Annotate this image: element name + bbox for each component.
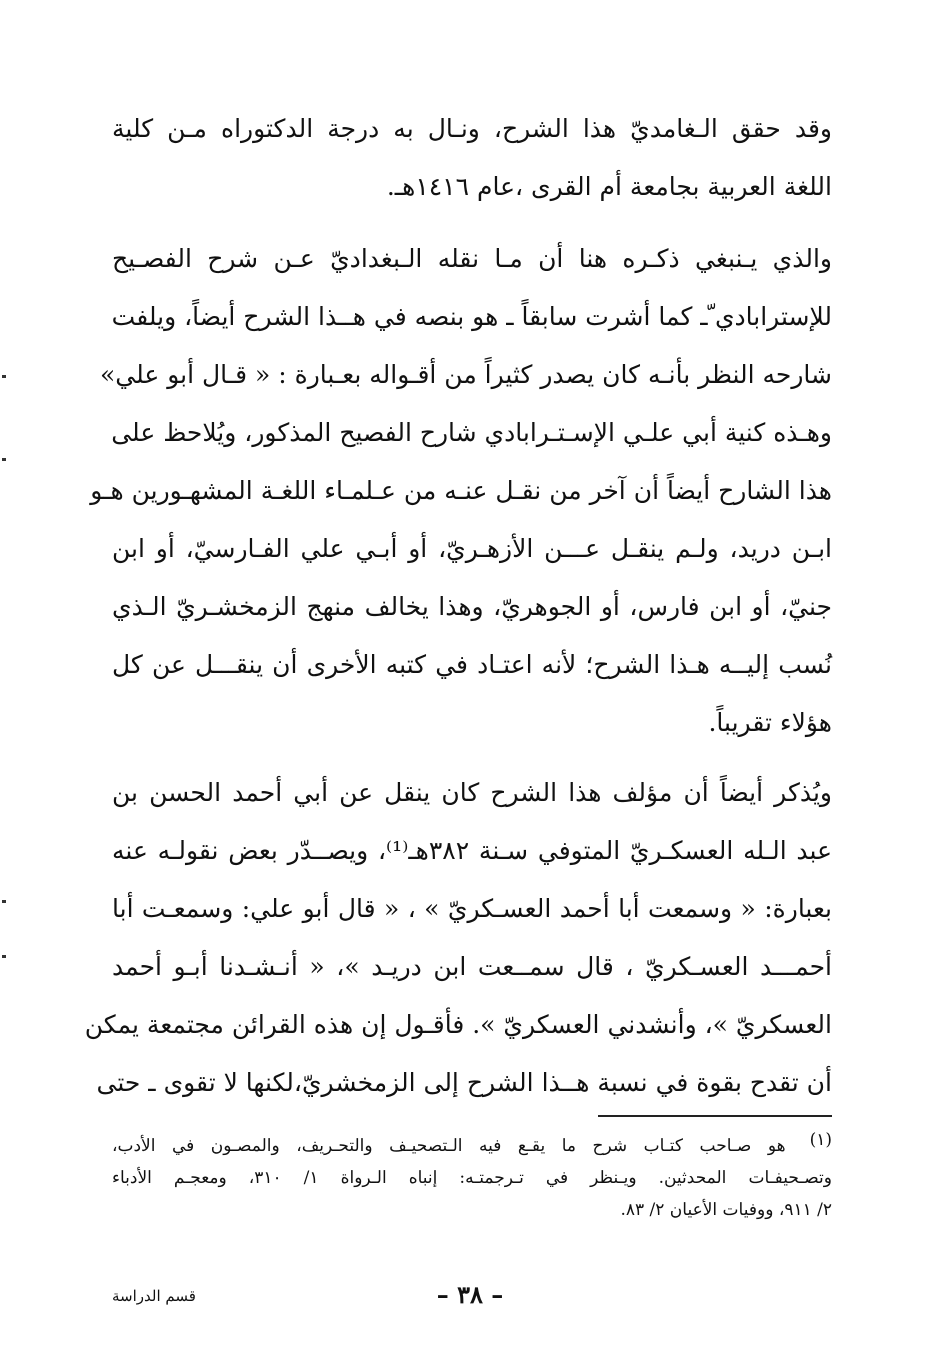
text-line: والذي يـنبغي ذكـره هنا أن مـا نقله الـبغداديّ عـن شرح الفصـيح [112,244,832,273]
footnote-line: هو صـاحب كتـاب شرح ما يقـع فيه الـتصحيـف والتحـريف، والمصـون في الأدب، [112,1136,786,1156]
text-line: ويُذكر أيضاً أن مؤلف هذا الشرح كان ينقل عن أبي أحمد الحسن بن [112,778,832,807]
text-line: للإسترابادي ّـ كما أشرت سابقاً ـ هو بنصه في هــذا الشرح أيضاً، ويلفت [111,302,832,331]
footnote-1 [112,1130,832,1162]
paragraph-2 [90,230,832,752]
scan-mark [2,458,6,461]
text-line: بعبارة: « وسمعت أبا أحمد العسـكريّ » ، « قال أبو علي: وسمعـت أبا [112,894,832,923]
text-line: شارحه النظر بأنـه كان يصدر كثيراً من أقـواله بعـبارة : « قـال أبو علي» [99,360,832,389]
footnotes [112,1130,832,1226]
text-line: اللغة العربية بجامعة أم القرى ،عام ١٤١٦هـ. [386,172,832,201]
text-line: جنيّ، أو ابن فارس، أو الجوهريّ، وهذا يخالف منهج الزمخشـريّ الـذي [112,592,832,621]
text-line: نُسب إليــه هـذا الشرح؛ لأنه اعتـاد في كتبه الأخرى أن ينقـــل عن كل [112,650,832,679]
paragraph-1 [112,100,832,216]
footnote-separator [598,1115,832,1117]
text-line: هذا الشارح أيضاً أن آخر من نقـل عنـه من عـلمـاء اللغـة المشهـورين هـو [90,476,832,505]
text-line: أن تقدح بقوة في نسبة هــذا الشرح إلى الزمخشريّ،لكنها لا تقوى ـ حتى [96,1068,832,1097]
text-line: وقد حقق الـغامديّ هذا الشرح، ونـال به درجة الدكتوراه مـن كلية [112,114,832,143]
paragraph-3 [84,764,832,1112]
section-label: قسم الدراسة [112,1287,196,1305]
text-line: هؤلاء تقريباً. [708,708,832,737]
scan-mark [2,375,6,378]
text-line: أحمـــد العسـكريّ ، قال سمــعت ابن دريـد »، « أنـشـدنا أبـو أحمد [112,952,832,981]
text-line: وهـذه كنية أبي علـي الإسـتـرابادي شارح الفصيح المذكور، ويُلاحظ على [111,418,832,447]
text-line: عبد الـله العسكـريّ المتوفي سـنة ٣٨٢هـ⁽¹⁾، ويصــدّر بعض نقولـه عنه [112,836,832,865]
footnote-line: وتصـحيفـات المحدثين. ويـنظر في تـرجمتـه: إنباه الـرواة ١/ ٣١٠، ومعجـم الأدباء [112,1168,832,1188]
page-number: – ٣٨ – [436,1280,504,1309]
text-line: ابـن دريد، ولـم ينقـل عـــن الأزهـريّ، أو أبـي علي الفـارسيّ، أو ابن [112,534,832,563]
scan-mark [2,955,6,958]
scan-mark [2,900,6,903]
footnote-number: (١) [809,1130,832,1150]
footnote-line: ٢/ ٩١١، ووفيات الأعيان ٢/ ٨٣. [620,1200,832,1220]
text-line: العسكريّ »، وأنشدني العسكريّ ». فأقـول إن هذه القرائن مجتمعة يمكن [84,1010,832,1039]
